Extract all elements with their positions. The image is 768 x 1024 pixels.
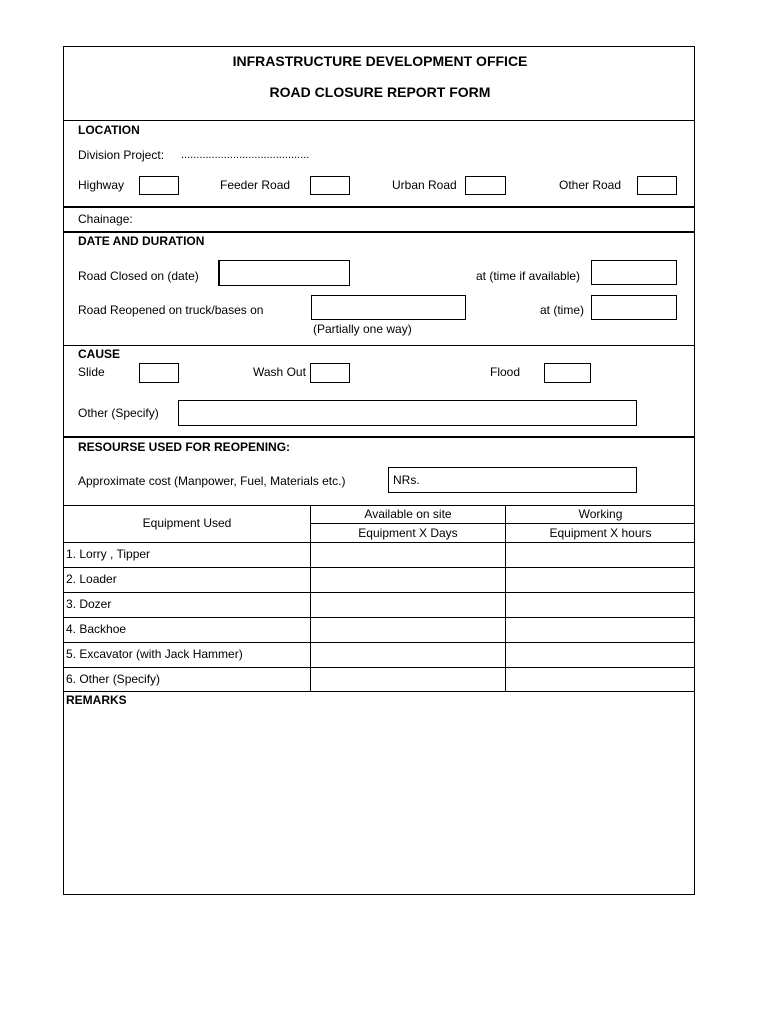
days-cell[interactable] [311,543,505,567]
days-cell[interactable] [311,593,505,617]
partial-note: (Partially one way) [313,322,412,336]
days-cell[interactable] [311,643,505,667]
col-available-header-top: Available on site [364,507,452,521]
table-row: 3. Dozer [66,597,112,611]
col-working-header-top: Working [578,507,623,521]
table-row: 2. Loader [66,572,117,586]
divider [64,345,695,346]
remarks-area[interactable] [64,710,695,894]
hours-cell[interactable] [506,668,695,691]
flood-checkbox[interactable] [544,363,591,383]
slide-label: Slide [78,365,105,379]
table-bottom-line [64,691,695,692]
days-cell[interactable] [311,668,505,691]
table-row: 6. Other (Specify) [66,672,161,686]
office-title: INFRASTRUCTURE DEVELOPMENT OFFICE [232,53,528,69]
road-reopened-date-field[interactable] [311,295,466,320]
hours-cell[interactable] [506,593,695,617]
hours-cell[interactable] [506,543,695,567]
other-cause-label: Other (Specify) [78,406,159,420]
days-cell[interactable] [311,568,505,592]
flood-label: Flood [490,365,521,379]
road-closed-label: Road Closed on (date) [78,269,199,283]
feeder-road-checkbox[interactable] [310,176,350,195]
division-project-dots[interactable]: .......................................... [181,149,310,161]
road-closed-time-label: at (time if available) [476,269,581,283]
urban-road-checkbox[interactable] [465,176,506,195]
divider [64,120,695,121]
washout-checkbox[interactable] [310,363,350,383]
cost-field[interactable] [388,467,637,493]
cost-label: Approximate cost (Manpower, Fuel, Materials etc.) [78,474,346,488]
table-row: 4. Backhoe [66,622,127,636]
road-reopened-label: Road Reopened on truck/bases on [78,303,264,317]
col-working-header-bottom: Equipment X hours [549,526,652,540]
other-cause-field[interactable] [178,400,637,426]
cost-currency: NRs. [393,473,420,487]
col-equipment-header: Equipment Used [142,516,232,530]
divider [64,231,695,233]
table-header-mid-line [311,523,695,524]
urban-road-label: Urban Road [392,178,457,192]
date-duration-heading: DATE AND DURATION [78,234,205,248]
col-available-header-bottom: Equipment X Days [358,526,458,540]
hours-cell[interactable] [506,643,695,667]
table-row: 1. Lorry , Tipper [66,547,151,561]
divider [64,436,695,438]
road-closed-time-field[interactable] [591,260,677,285]
table-row: 5. Excavator (with Jack Hammer) [66,647,243,661]
other-road-checkbox[interactable] [637,176,677,195]
hours-cell[interactable] [506,618,695,642]
other-road-label: Other Road [559,178,622,192]
location-heading: LOCATION [78,123,140,137]
divider [64,206,695,208]
highway-label: Highway [78,178,125,192]
feeder-road-label: Feeder Road [220,178,291,192]
form-title: ROAD CLOSURE REPORT FORM [269,84,491,100]
chainage-label: Chainage: [78,212,133,226]
highway-checkbox[interactable] [139,176,179,195]
division-project-label: Division Project: [78,148,165,162]
washout-label: Wash Out [253,365,306,379]
road-reopened-time-label: at (time) [540,303,585,317]
road-reopened-time-field[interactable] [591,295,677,320]
table-top-line [64,505,695,506]
remarks-heading: REMARKS [66,693,127,707]
cause-heading: CAUSE [78,347,121,361]
slide-checkbox[interactable] [139,363,179,383]
resources-heading: RESOURSE USED FOR REOPENING: [78,440,291,454]
days-cell[interactable] [311,618,505,642]
hours-cell[interactable] [506,568,695,592]
road-closed-date-field[interactable] [218,260,350,286]
